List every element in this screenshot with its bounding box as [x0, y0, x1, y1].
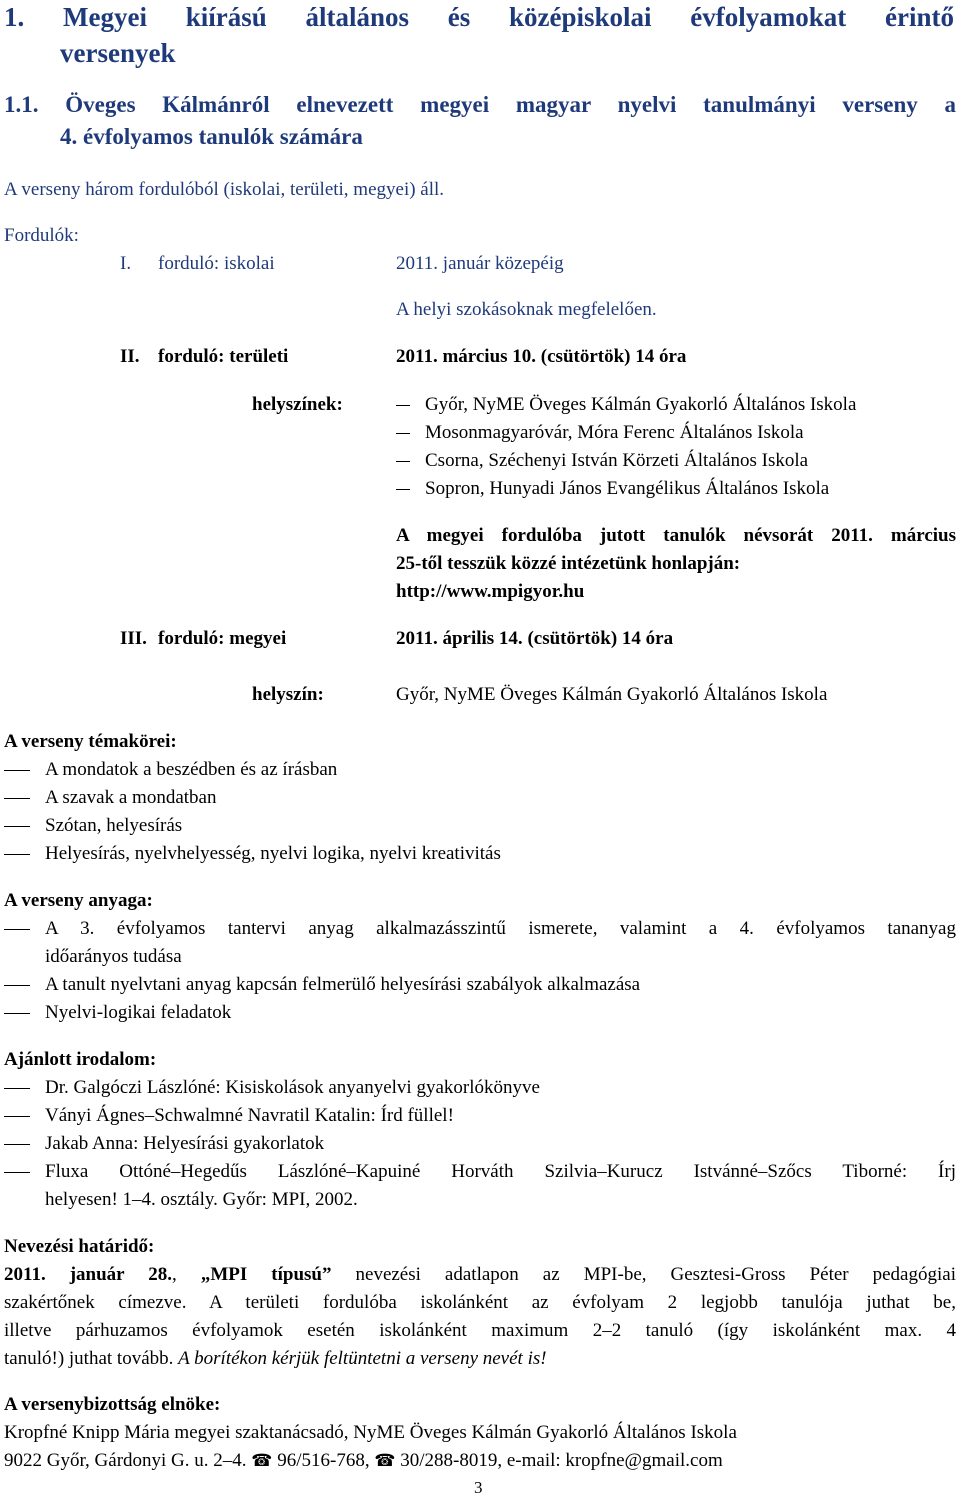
literature-item4-line1: Fluxa Ottóné–Hegedűs Lászlóné–Kapuiné Horváth Szilvia–Kurucz Istvánné–Szőcs Tiborné: Írj — [45, 1161, 956, 1182]
committee-line1: Kropfné Knipp Mária megyei szaktanácsadó, NyME Öveges Kálmán Gyakorló Általános Iskola — [4, 1422, 737, 1443]
phone-icon: ☎ — [251, 1451, 273, 1471]
round2-name: forduló: területi — [158, 346, 289, 367]
sub-heading-line2: 4. évfolyamos tanulók számára — [60, 124, 363, 149]
committee-label: A versenybizottság elnöke: — [4, 1394, 221, 1415]
notice-url[interactable]: http://www.mpigyor.hu — [396, 581, 585, 602]
round2-venues-label: helyszínek: — [252, 394, 343, 415]
round3-venue-label: helyszín: — [252, 684, 324, 705]
main-heading-line2: versenyek — [60, 38, 176, 68]
committee-contact: 9022 Győr, Gárdonyi G. u. 2–4. ☎ 96/516-768, ☎ 30/288-8019, e-mail: kropfne@gmail.com — [4, 1450, 723, 1471]
round3-name: forduló: megyei — [158, 628, 287, 649]
topics-label: A verseny témakörei: — [4, 731, 177, 752]
deadline-line4: tanuló!) juthat tovább. A borítékon kérjük feltüntetni a verseny nevét is! — [4, 1348, 547, 1369]
rounds-label: Fordulók: — [4, 225, 79, 246]
round3-date: 2011. április 14. (csütörtök) 14 óra — [396, 628, 674, 649]
email-text[interactable]: e-mail: kropfne@gmail.com — [506, 1450, 723, 1471]
round2-number: II. — [120, 346, 140, 367]
round2-date: 2011. március 10. (csütörtök) 14 óra — [396, 346, 687, 367]
round3-number: III. — [120, 628, 147, 649]
round1-date: 2011. január közepéig — [396, 253, 564, 274]
literature-label: Ajánlott irodalom: — [4, 1049, 157, 1070]
sub-heading-line1: 1.1. Öveges Kálmánról elnevezett megyei magyar nyelvi tanulmányi verseny a — [4, 92, 956, 117]
round1-number: I. — [120, 253, 132, 274]
page-number: 3 — [474, 1478, 483, 1497]
notice-line2: 25-től tesszük közzé intézetünk honlapján: — [396, 553, 741, 574]
deadline-line3: illetve párhuzamos évfolyamok esetén iskolánként maximum 2–2 tanuló (így iskolánként max. 4 — [4, 1320, 956, 1341]
round3-venue: Győr, NyME Öveges Kálmán Gyakorló Általános Iskola — [396, 684, 828, 705]
material-item1-line2: időarányos tudása — [45, 946, 182, 967]
notice-line1: A megyei fordulóba jutott tanulók névsorát 2011. március — [396, 525, 956, 546]
deadline-line1: 2011. január 28., „MPI típusú” nevezési adatlapon az MPI-be, Gesztesi-Gross Péter pedagógiai — [4, 1264, 956, 1285]
round1-name: forduló: iskolai — [158, 253, 275, 274]
round1-note: A helyi szokásoknak megfelelően. — [396, 299, 657, 320]
deadline-label: Nevezési határidő: — [4, 1236, 155, 1257]
material-item1-line1: A 3. évfolyamos tantervi anyag alkalmazásszintű ismerete, valamint a 4. évfolyamos tananyag — [45, 918, 956, 939]
material-label: A verseny anyaga: — [4, 890, 153, 911]
document-page: 1. Megyei kiírású általános és középiskolai évfolyamokat érintő versenyek 1.1. Öveges Kálmánról elnevezett megyei magyar nyelvi tanulmányi verseny a 4. évfolyamos tanulók számára A verseny három fordulóból (iskolai, területi, megyei) áll. Fordulók: I. forduló: iskolai 2011. január közepéig A helyi szokásoknak megfelelően. II. forduló: területi 2011. március 10. (csütörtök) 14 óra helyszínek: Győr, NyME Öveges Kálmán Gyakorló Általános Iskola Mosonmagyaróvár, Móra Ferenc Általános Iskola Csorna, Széchenyi István Körzeti Általános Iskola Sopron, Hunyadi János Evangélikus Általános Iskola A megyei fordulóba jutott tanulók névsorát 2011. március 25-től tesszük közzé intézetünk honlapján: http://www.mpigyor.hu III. forduló: megyei 2011. április 14. (csütörtök) 14 óra helyszín: Győr, NyME Öveges Kálmán Gyakorló Általános Iskola A verseny témakörei: A mondatok a beszédben és az írásban A szavak a mondatban Szótan, helyesírás Helyesírás, nyelvhelyesség, nyelvi logika, nyelvi kreativitás A verseny anyaga: A 3. évfolyamos tantervi anyag alkalmazásszintű ismerete, valamint a 4. évfolyamos tananyag időarányos tudása A tanult nyelvtani anyag kapcsán felmerülő helyesírási szabályok alkalmazása Nyelvi-logikai feladatok Ajánlott irodalom: Dr. Galgóczi Lászlóné: Kisiskolások anyanyelvi gyakorlókönyve Ványi Ágnes–Schwalmné Navratil Katalin: Írd füllel! Jakab Anna: Helyesírási gyakorlatok Fluxa Ottóné–Hegedűs Lászlóné–Kapuiné Horváth Szilvia–Kurucz Istvánné–Szőcs Tiborné: Írj helyesen! 1–4. osztály. Győr: MPI, 2002. Nevezési határidő: 2011. január 28., „MPI típusú” nevezési adatlapon az MPI-be, Gesztesi-Gross Péter pedagógiai szakértőnek címezve. A területi fordulóba iskolánként az évfolyam 2 legjobb tanulója juthat be, illetve párhuzamos évfolyamok esetén iskolánként maximum 2–2 tanuló (így iskolánként max. 4 tanuló!) juthat tovább. A borítékon kérjük feltüntetni a verseny nevét is! A versenybizottság elnöke: Kropfné Knipp Mária megyei szaktanácsadó, NyME Öveges Kálmán Gyakorló Általános Iskola 9022 Győr, Gárdonyi G. u. 2–4. ☎ 96/516-768, ☎ 30/288-8019, e-mail: kropfne@gmail.com 3 — [0, 0, 960, 1501]
literature-item4-line2: helyesen! 1–4. osztály. Győr: MPI, 2002. — [45, 1189, 358, 1210]
intro-text: A verseny három fordulóból (iskolai, területi, megyei) áll. — [4, 179, 445, 200]
deadline-line2: szakértőnek címezve. A területi fordulóba iskolánként az évfolyam 2 legjobb tanulója juthat be, — [4, 1292, 956, 1313]
phone-icon: ☎ — [374, 1451, 396, 1471]
main-heading-line1: 1. Megyei kiírású általános és középiskolai évfolyamokat érintő — [4, 2, 954, 32]
